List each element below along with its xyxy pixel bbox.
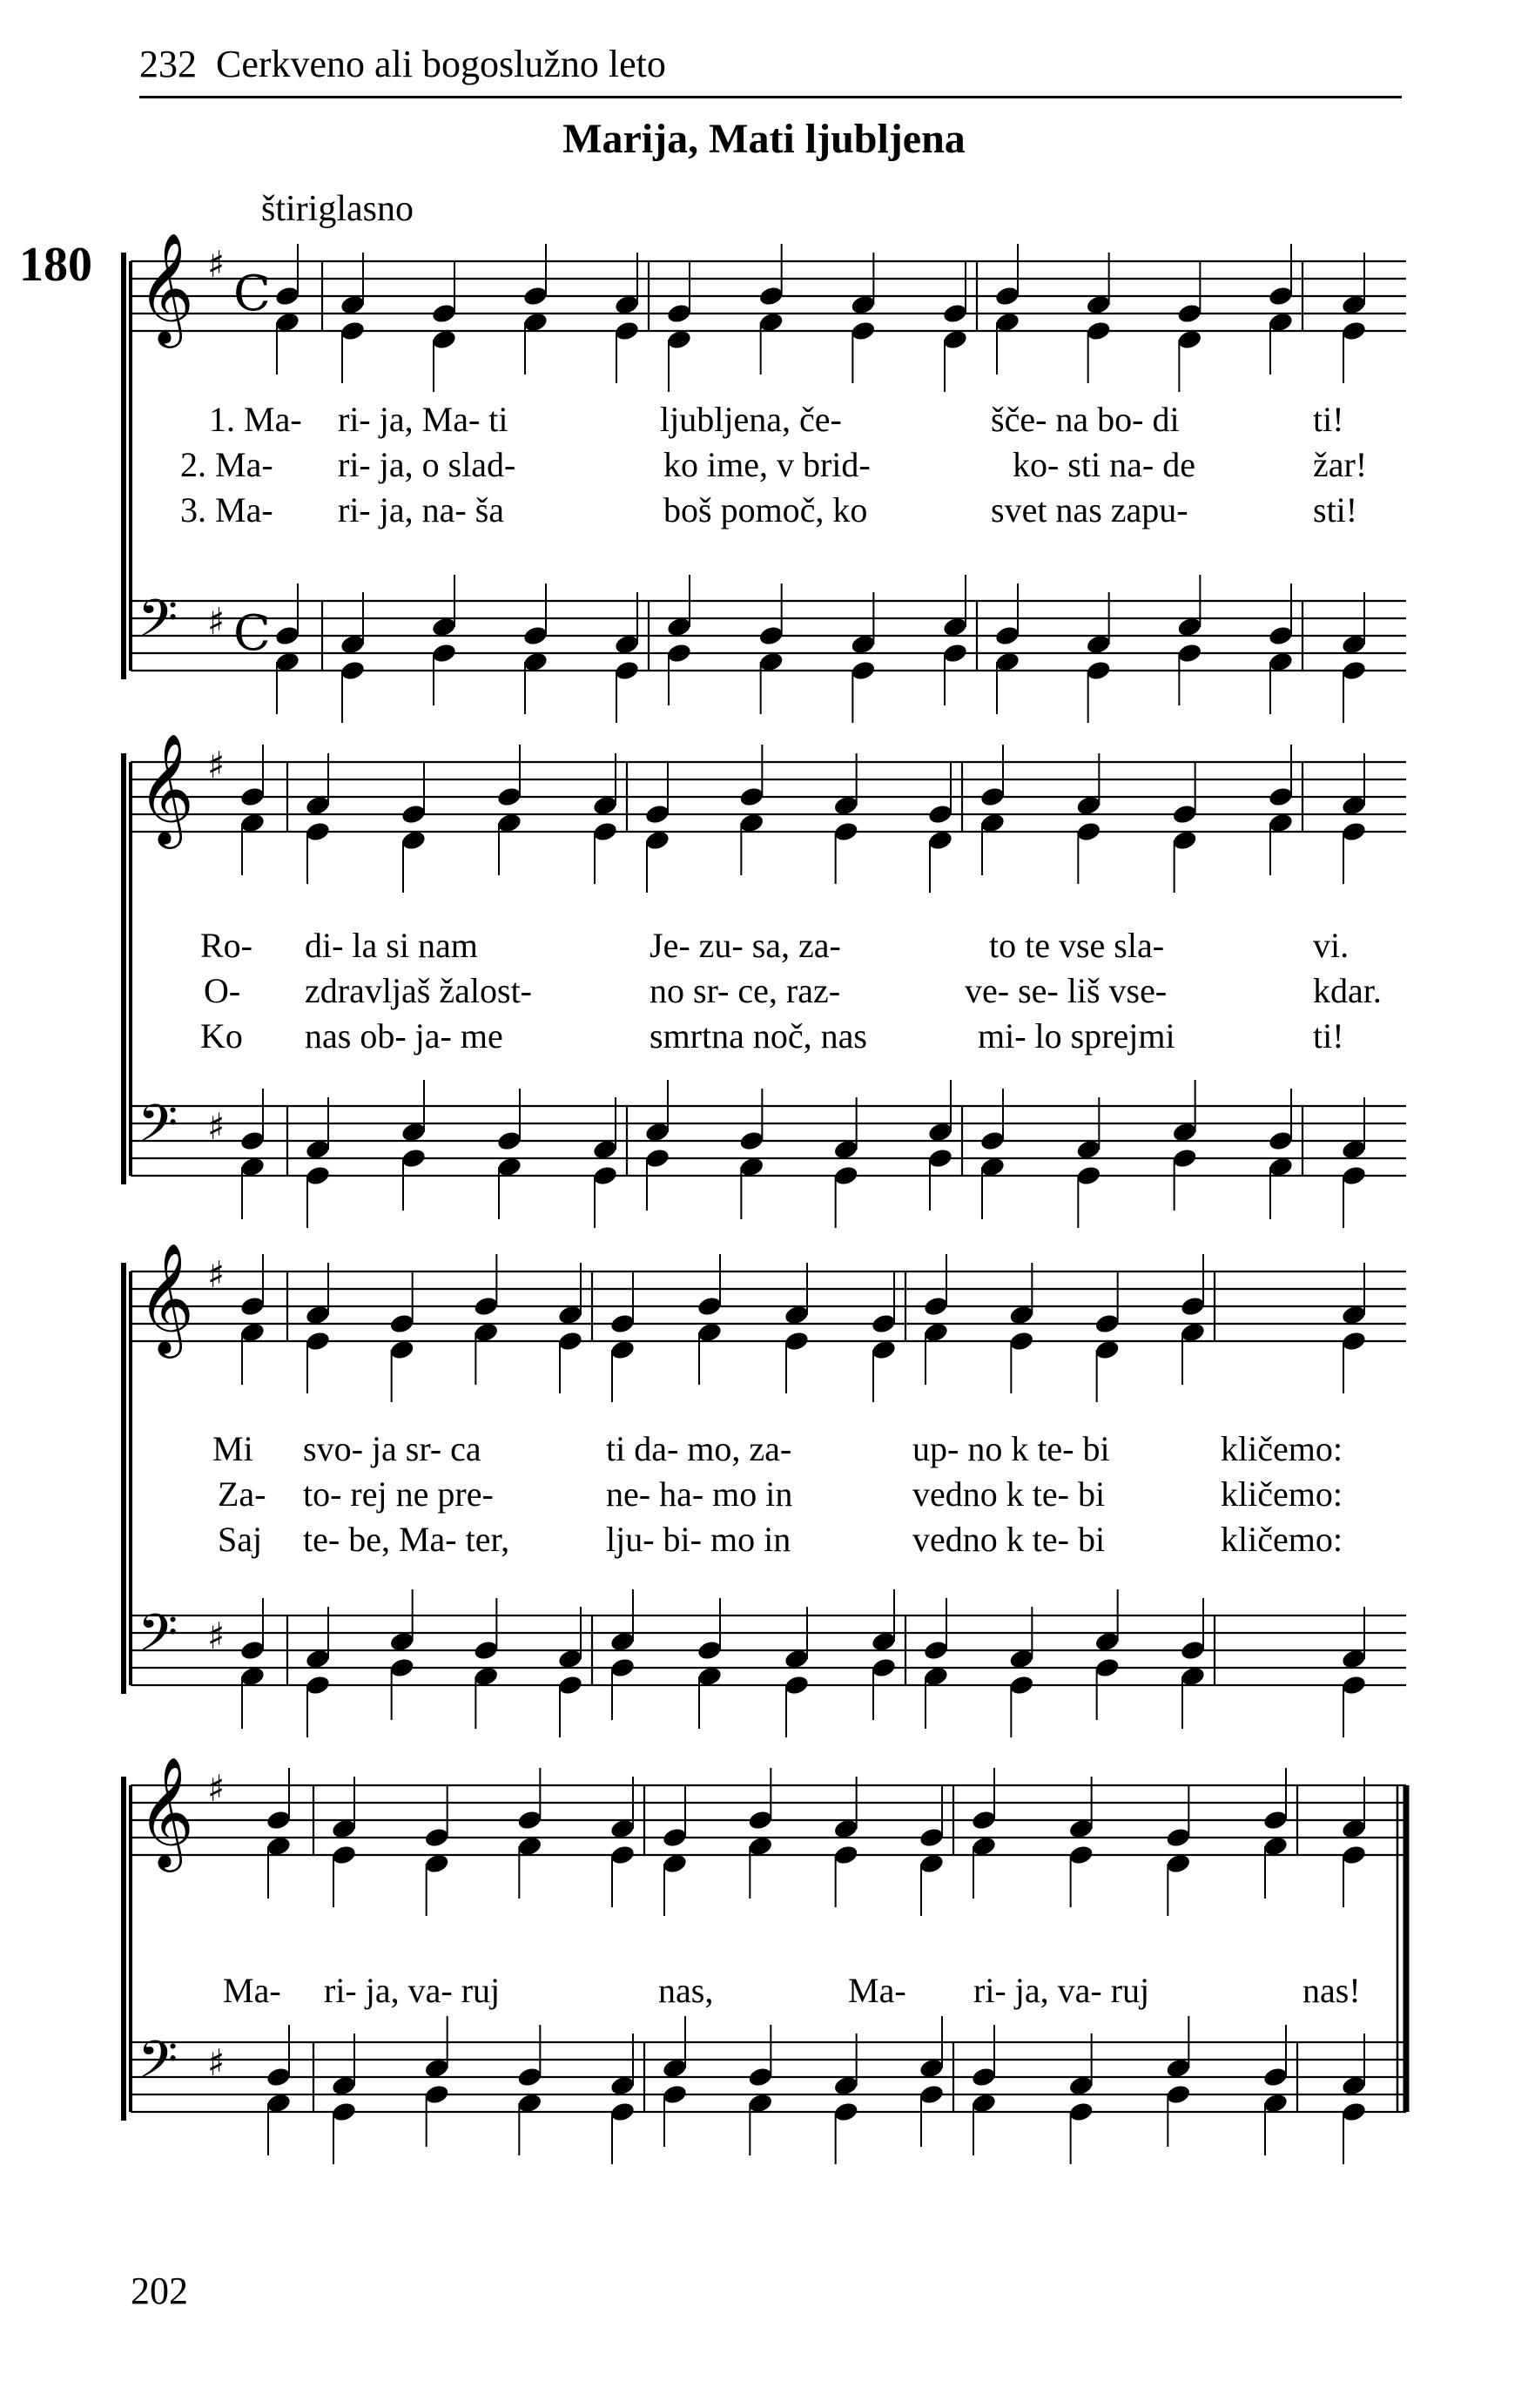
note-head [1268, 1130, 1295, 1152]
note-head [305, 1164, 332, 1187]
note-head [1085, 659, 1112, 682]
lyric-s4-m2a: nas, [658, 1971, 714, 2010]
note-head [1176, 642, 1203, 664]
note-head [919, 1826, 946, 1849]
note-head [871, 1656, 898, 1679]
lyric-s1-v1-m2: ljubljena, če- [660, 400, 842, 439]
treble-clef-icon: 𝄞 [138, 732, 195, 844]
note-head [522, 285, 549, 307]
sharp-icon: ♯ [207, 600, 225, 643]
note-head [609, 1656, 636, 1679]
note-head [784, 1674, 811, 1696]
bass-clef-icon: 𝄢 [138, 2029, 178, 2102]
note-head [971, 1809, 998, 1831]
note-head [557, 1674, 584, 1696]
note-head [923, 1639, 950, 1662]
voicing-label: štiriglasno [261, 189, 414, 229]
bass-clef-icon: 𝄢 [138, 588, 178, 661]
lyric-s1-v1-m4: ti! [1313, 400, 1344, 439]
note-head [1067, 1844, 1094, 1866]
lyric-s3-v1-m4: kličemo: [1221, 1429, 1343, 1468]
note-head [401, 1147, 427, 1170]
note-head [331, 2101, 358, 2123]
note-head [1075, 820, 1102, 843]
note-head [1268, 624, 1295, 647]
note-head [979, 786, 1006, 808]
bass-clef-icon: 𝄢 [138, 1093, 178, 1166]
lyric-s2-v1-m1: di- la si nam [305, 926, 478, 965]
system-4 [124, 1756, 1406, 2121]
lyric-s2-v3-m4: ti! [1313, 1016, 1344, 1056]
note-head [609, 1844, 636, 1866]
note-head [516, 1809, 543, 1831]
note-head [1171, 1147, 1198, 1170]
note-head [942, 642, 969, 664]
note-head [1341, 320, 1368, 342]
lyric-s1-v2-m2: ko ime, v brid- [663, 445, 871, 484]
note-head [305, 1330, 332, 1352]
note-head [1268, 786, 1295, 808]
note-head [644, 1147, 671, 1170]
note-head [592, 820, 619, 843]
note-head [609, 2101, 636, 2123]
lyric-s3-v3-m0: Saj [218, 1520, 263, 1559]
note-head [644, 803, 671, 826]
note-head [266, 2066, 293, 2088]
time-signature-icon: C [233, 605, 271, 662]
note-head [1341, 820, 1368, 843]
note-head [431, 302, 458, 325]
note-head [1165, 1826, 1192, 1849]
note-head [942, 302, 969, 325]
note-head [305, 1674, 332, 1696]
lyric-s3-v2-m0: Za- [218, 1474, 266, 1514]
note-head [331, 1844, 358, 1866]
note-head [401, 803, 427, 826]
note-head [614, 320, 641, 342]
note-head [1268, 285, 1295, 307]
header-section: Cerkveno ali bogoslužno leto [216, 43, 666, 85]
lyric-s2-v1-m2: Je- zu- sa, za- [650, 926, 841, 965]
note-head [832, 820, 859, 843]
note-head [1341, 1330, 1368, 1352]
lyric-s3-v2-m1: to- rej ne pre- [303, 1474, 494, 1514]
note-head [1180, 1639, 1207, 1662]
note-head [1008, 1674, 1035, 1696]
note-head [614, 659, 641, 682]
note-head [757, 624, 784, 647]
lyric-s1-v2-m1: ri- ja, o slad- [338, 445, 516, 484]
lyric-s3-v1-m1: svo- ja sr- ca [303, 1429, 481, 1468]
lyric-s1-v2-m0: 2. Ma- [180, 445, 273, 484]
note-head [971, 2066, 998, 2088]
note-head [305, 820, 332, 843]
note-head [1094, 1656, 1121, 1679]
note-head [832, 2101, 859, 2123]
note-head [473, 1639, 500, 1662]
lyric-s2-v3-m0: Ko [200, 1016, 243, 1056]
lyric-s1-v3-m0: 3. Ma- [180, 490, 273, 529]
lyric-s2-v3-m2: smrtna noč, nas [650, 1016, 867, 1056]
sharp-icon: ♯ [207, 1105, 225, 1148]
note-head [662, 2083, 689, 2106]
lyric-s1-v1-m0: 1. Ma- [209, 400, 302, 439]
page-number: 202 [131, 2270, 188, 2312]
lyric-s3-v2-m3: vedno k te- bi [912, 1474, 1106, 1514]
note-head [850, 320, 877, 342]
note-head [239, 1639, 266, 1662]
lyric-s1-v2-m4: žar! [1313, 445, 1368, 484]
note-head [266, 1809, 293, 1831]
note-head [1341, 1164, 1368, 1187]
lyric-s4-m0: Ma- [223, 1971, 281, 2010]
note-head [738, 1130, 765, 1152]
note-head [1008, 1330, 1035, 1352]
lyric-s1-v3-m4: sti! [1313, 490, 1358, 529]
notes [239, 244, 1368, 2164]
note-head [666, 302, 693, 325]
time-signature-icon: C [233, 266, 271, 322]
lyric-s3-v2-m4: kličemo: [1221, 1474, 1343, 1514]
note-head [927, 803, 954, 826]
note-head [239, 1295, 266, 1318]
note-head [239, 786, 266, 808]
lyric-s2-v1-m3: to te vse sla- [989, 926, 1165, 965]
note-head [923, 1295, 950, 1318]
lyric-s2-v2-m4: kdar. [1313, 971, 1382, 1010]
note-head [1176, 302, 1203, 325]
lyric-s1-v2-m3: ko- sti na- de [1013, 445, 1195, 484]
note-head [274, 285, 301, 307]
lyric-s3-v3-m1: te- be, Ma- ter, [303, 1520, 510, 1559]
note-head [496, 786, 523, 808]
lyric-s3-v1-m0: Mi [212, 1429, 253, 1468]
note-head [994, 624, 1021, 647]
treble-clef-icon: 𝄞 [138, 1242, 195, 1353]
lyric-s4-m2b: Ma- [848, 1971, 906, 2010]
note-head [496, 1130, 523, 1152]
note-head [738, 786, 765, 808]
note-head [832, 1844, 859, 1866]
note-head [1341, 2101, 1368, 2123]
sharp-icon: ♯ [207, 2041, 225, 2084]
note-head [747, 1809, 774, 1831]
note-head [666, 642, 693, 664]
sharp-icon: ♯ [207, 1615, 225, 1657]
note-head [473, 1295, 500, 1318]
lyric-s2-v2-m0: O- [204, 971, 241, 1010]
note-head [1085, 320, 1112, 342]
lyric-s4-m4: nas! [1303, 1971, 1361, 2010]
note-head [697, 1295, 724, 1318]
note-head [1075, 1164, 1102, 1187]
note-head [557, 1330, 584, 1352]
note-head [850, 659, 877, 682]
lyric-s3-v1-m3: up- no k te- bi [912, 1429, 1110, 1468]
note-head [1180, 1295, 1207, 1318]
lyric-s2-v1-m0: Ro- [200, 926, 252, 965]
note-head [871, 1312, 898, 1335]
note-head [431, 642, 458, 664]
lyric-s2-v2-m3: ve- se- liš vse- [965, 971, 1168, 1010]
note-head [423, 1826, 450, 1849]
sharp-icon: ♯ [207, 243, 225, 286]
note-head [1262, 2066, 1289, 2088]
lyric-s2-v2-m2: no sr- ce, raz- [650, 971, 841, 1010]
lyric-s2-v3-m3: mi- lo sprejmi [978, 1016, 1175, 1056]
note-head [979, 1130, 1006, 1152]
lyric-s1-v3-m2: boš pomoč, ko [663, 490, 868, 529]
note-head [994, 285, 1021, 307]
lyric-s2-v2-m1: zdravljaš žalost- [305, 971, 532, 1010]
hymn-number: 180 [19, 238, 92, 292]
hymn-title: Marija, Mati ljubljena [562, 116, 966, 162]
note-head [516, 2066, 543, 2088]
note-head [662, 1826, 689, 1849]
lyric-s3-v3-m3: vedno k te- bi [912, 1520, 1106, 1559]
lyric-s1-v1-m1: ri- ja, Ma- ti [338, 400, 508, 439]
note-head [1341, 1674, 1368, 1696]
lyric-s3-v2-m2: ne- ha- mo in [606, 1474, 793, 1514]
note-head [609, 1312, 636, 1335]
note-head [388, 1312, 415, 1335]
note-head [388, 1656, 415, 1679]
note-head [592, 1164, 619, 1187]
note-head [1067, 2101, 1094, 2123]
note-head [1341, 1844, 1368, 1866]
note-head [340, 659, 367, 682]
lyric-s2-v3-m1: nas ob- ja- me [305, 1016, 503, 1056]
note-head [1341, 659, 1368, 682]
lyric-s3-v3-m2: lju- bi- mo in [606, 1520, 791, 1559]
note-head [919, 2083, 946, 2106]
note-head [757, 285, 784, 307]
lyric-s3-v1-m2: ti da- mo, za- [606, 1429, 792, 1468]
lyric-s4-m1: ri- ja, va- ruj [324, 1971, 501, 2010]
note-head [697, 1639, 724, 1662]
lyric-s3-v3-m4: kličemo: [1221, 1520, 1343, 1559]
note-head [1171, 803, 1198, 826]
bass-clef-icon: 𝄢 [138, 1602, 178, 1676]
note-head [832, 1164, 859, 1187]
treble-clef-icon: 𝄞 [138, 232, 195, 343]
lyric-s4-m3: ri- ja, va- ruj [973, 1971, 1150, 2010]
note-head [522, 624, 549, 647]
header-page-ref: 232 [139, 43, 197, 85]
lyric-s2-v1-m4: vi. [1313, 926, 1350, 965]
note-head [747, 2066, 774, 2088]
note-head [423, 2083, 450, 2106]
treble-clef-icon: 𝄞 [138, 1756, 195, 1867]
lyric-s1-v3-m1: ri- ja, na- ša [338, 490, 505, 529]
note-head [1262, 1809, 1289, 1831]
note-head [927, 1147, 954, 1170]
note-head [784, 1330, 811, 1352]
note-head [1094, 1312, 1121, 1335]
sharp-icon: ♯ [207, 744, 225, 786]
note-head [239, 1130, 266, 1152]
lyric-s1-v3-m3: svet nas zapu- [991, 490, 1188, 529]
note-head [1165, 2083, 1192, 2106]
lyric-s1-v1-m3: šče- na bo- di [991, 400, 1180, 439]
sharp-icon: ♯ [207, 1767, 225, 1810]
note-head [340, 320, 367, 342]
note-head [274, 624, 301, 647]
sharp-icon: ♯ [207, 1253, 225, 1296]
